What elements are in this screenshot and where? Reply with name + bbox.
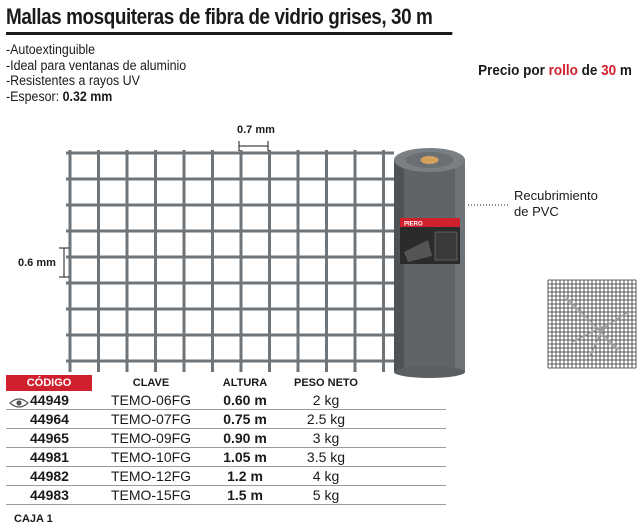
cell-clave: TEMO-06FG (92, 391, 210, 410)
feature-item: -Espesor: 0.32 mm (6, 88, 113, 104)
cell-spacer (372, 486, 446, 505)
cell-clave: TEMO-10FG (92, 448, 210, 467)
page-title: Mallas mosquiteras de fibra de vidrio grises, 30 m (6, 4, 452, 35)
cell-spacer (372, 467, 446, 486)
cell-peso: 3 kg (280, 429, 372, 448)
cell-peso: 5 kg (280, 486, 372, 505)
box-quantity: CAJA 1 (14, 513, 53, 525)
cell-peso: 4 kg (280, 467, 372, 486)
header-clave: CLAVE (132, 377, 170, 389)
cell-codigo: 44964 (6, 410, 92, 429)
cell-spacer (372, 391, 446, 410)
cell-codigo: 44981 (6, 448, 92, 467)
cell-clave: TEMO-09FG (92, 429, 210, 448)
cell-altura: 1.2 m (210, 467, 280, 486)
cell-spacer (372, 448, 446, 467)
cell-altura: 1.5 m (210, 486, 280, 505)
cell-peso: 2 kg (280, 391, 372, 410)
cell-altura: 0.60 m (210, 391, 280, 410)
table-row (6, 391, 446, 410)
cell-codigo: 44965 (6, 429, 92, 448)
header-codigo: CÓDIGO (6, 375, 92, 391)
cell-spacer (372, 410, 446, 429)
thickness-value: 0.32 mm (62, 88, 113, 104)
eye-icon[interactable] (9, 397, 29, 409)
table-row (6, 467, 446, 486)
table-row (6, 410, 446, 429)
cell-codigo: 44983 (6, 486, 92, 505)
roll-brand: PIERO (404, 221, 423, 228)
product-table (6, 375, 446, 505)
cell-peso: 3.5 kg (280, 448, 372, 467)
feature-item: -Resistentes a rayos UV (6, 73, 140, 88)
height-dimension-marker (59, 248, 69, 277)
cell-altura: 0.75 m (210, 410, 280, 429)
cell-clave: TEMO-12FG (92, 467, 210, 486)
cell-codigo: 44949 (6, 391, 92, 410)
width-dimension-label: 0.7 mm (237, 124, 275, 136)
table-row (6, 429, 446, 448)
height-dimension-label: 0.6 mm (18, 257, 56, 269)
table-row (6, 486, 446, 505)
table-header-row (6, 375, 446, 391)
cell-altura: 1.05 m (210, 448, 280, 467)
header-altura: ALTURA (222, 377, 268, 389)
table-row (6, 448, 446, 467)
feature-item: -Ideal para ventanas de aluminio (6, 57, 187, 73)
cell-clave: TEMO-07FG (92, 410, 210, 429)
coating-label: Recubrimiento de PVC (514, 188, 598, 219)
cell-codigo: 44982 (6, 467, 92, 486)
mesh-roll (394, 148, 465, 378)
cell-clave: TEMO-15FG (92, 486, 210, 505)
header-spacer (372, 375, 446, 391)
header-peso: PESO NETO (294, 377, 358, 389)
price-label: Precio por rollo de 30 m (478, 62, 632, 79)
width-dimension-marker (239, 141, 268, 151)
cell-spacer (372, 429, 446, 448)
cell-peso: 2.5 kg (280, 410, 372, 429)
feature-item: -Autoextinguible (6, 42, 96, 57)
mesh-detail-image (548, 280, 636, 368)
cell-altura: 0.90 m (210, 429, 280, 448)
